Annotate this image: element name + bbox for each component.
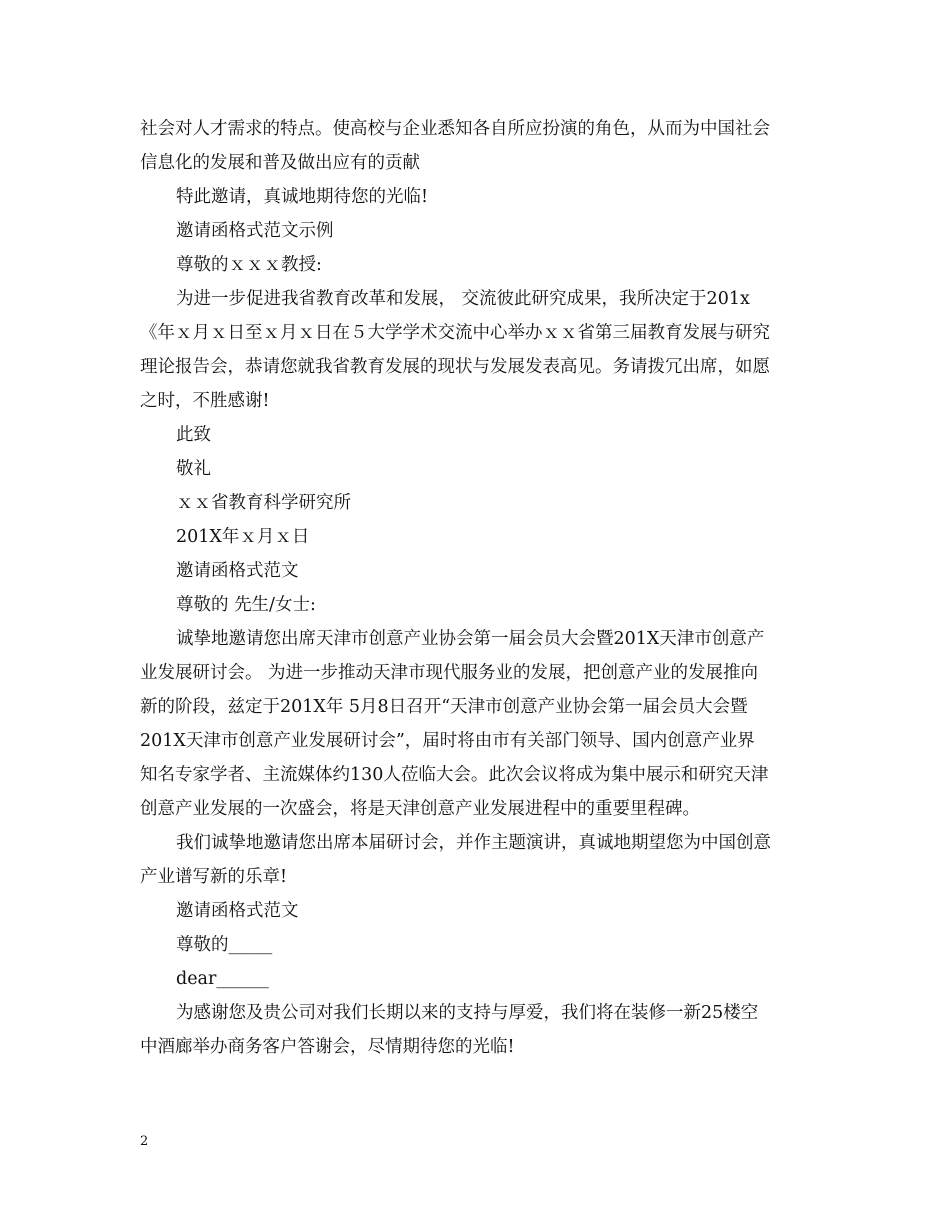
text-line: 特此邀请，真诚地期待您的光临! — [176, 187, 429, 207]
salutation: 尊敬的ｘｘｘ教授: — [176, 255, 322, 275]
closing-line: 此致 — [176, 425, 211, 445]
text-line: 201X天津市创意产业发展研讨会”，届时将由市有关部门领导、国内创意产业界 — [140, 731, 755, 751]
page-number: 2 — [140, 1134, 149, 1149]
text-line: 为感谢您及贵公司对我们长期以来的支持与厚爱，我们将在装修一新25楼空 — [176, 1003, 759, 1023]
closing-line: 敬礼 — [176, 459, 211, 479]
text-line: 之时，不胜感谢! — [140, 391, 270, 411]
text-line: 《年ｘ月ｘ日至ｘ月ｘ日在５大学学术交流中心举办ｘｘ省第三届教育发展与研究 — [140, 323, 770, 343]
section-heading: 邀请函格式范文 — [176, 561, 299, 581]
salutation: 尊敬的_____ — [176, 935, 273, 955]
text-line: 业发展研讨会。 为进一步推动天津市现代服务业的发展，把创意产业的发展推向 — [140, 663, 759, 683]
salutation: dear______ — [176, 969, 269, 989]
text-line: 知名专家学者、主流媒体约130人莅临大会。此次会议将成为集中展示和研究天津 — [140, 765, 769, 785]
text-line: 为进一步促进我省教育改革和发展， 交流彼此研究成果，我所决定于201x — [176, 289, 750, 309]
signature-org: ｘｘ省教育科学研究所 — [176, 493, 351, 513]
text-line: 创意产业发展的一次盛会，将是天津创意产业发展进程中的重要里程碑。 — [140, 799, 700, 819]
text-line: 我们诚挚地邀请您出席本届研讨会，并作主题演讲，真诚地期望您为中国创意 — [176, 833, 771, 853]
text-line: 信息化的发展和普及做出应有的贡献 — [140, 153, 420, 173]
text-line: 诚挚地邀请您出席天津市创意产业协会第一届会员大会暨201X天津市创意产 — [176, 629, 765, 649]
section-heading: 邀请函格式范文示例 — [176, 221, 334, 241]
text-line: 理论报告会，恭请您就我省教育发展的现状与发展发表高见。务请拨冗出席，如愿 — [140, 357, 770, 377]
salutation: 尊敬的 先生/女士: — [176, 595, 316, 615]
text-line: 产业谱写新的乐章! — [140, 867, 288, 887]
signature-date: 201X年ｘ月ｘ日 — [176, 527, 310, 547]
section-heading: 邀请函格式范文 — [176, 901, 299, 921]
text-line: 新的阶段，兹定于201X年 5月8日召开“天津市创意产业协会第一届会员大会暨 — [140, 697, 748, 717]
text-line: 中酒廊举办商务客户答谢会，尽情期待您的光临! — [140, 1037, 515, 1057]
text-line: 社会对人才需求的特点。使高校与企业悉知各自所应扮演的角色，从而为中国社会 — [140, 119, 770, 139]
